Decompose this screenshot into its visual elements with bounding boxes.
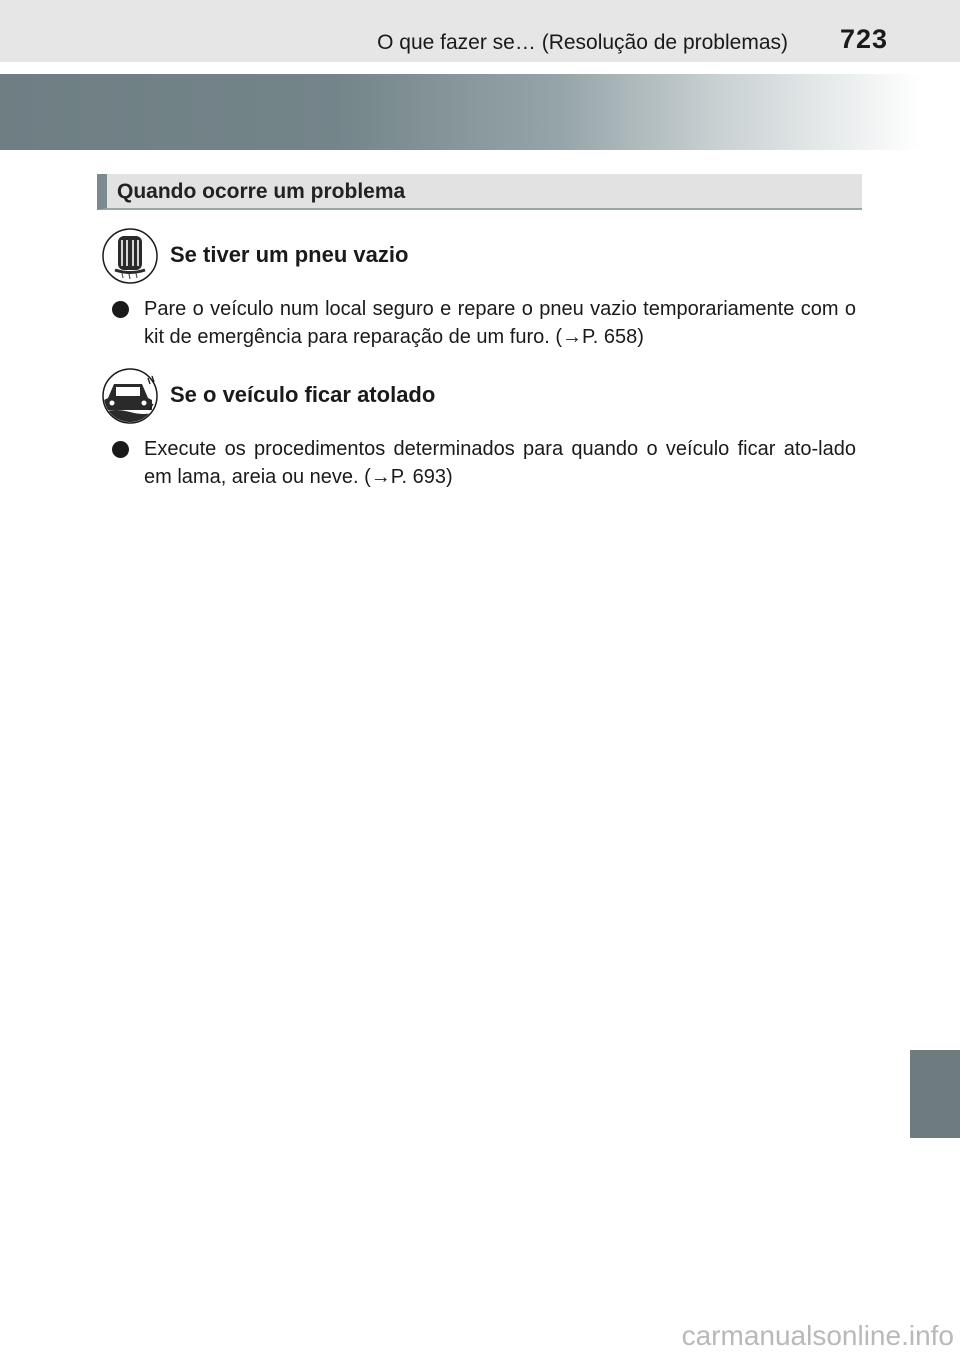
page-number: 723	[839, 24, 888, 54]
chapter-title: O que fazer se… (Resolução de problemas)	[377, 31, 788, 54]
chapter-side-tab	[910, 1050, 960, 1138]
section-heading-bar	[97, 174, 862, 210]
subsection-title-stuck-vehicle: Se o veículo ficar atolado	[170, 382, 436, 407]
subsection-title-flat-tire: Se tiver um pneu vazio	[170, 242, 409, 267]
bullet-text: Execute os procedimentos determinados para quando o veículo ficar ato-lado em lama, areia ou neve. (→P. 693)	[144, 438, 856, 488]
stuck-vehicle-icon	[102, 368, 158, 424]
bullet-dot	[112, 441, 129, 458]
watermark-text: carmanualsonline.info	[681, 1320, 954, 1351]
flat-tire-icon	[102, 228, 158, 284]
bullet-dot	[112, 301, 129, 318]
section-title: Quando ocorre um problema	[117, 180, 406, 203]
page-header	[0, 0, 960, 62]
bullet-text: Pare o veículo num local seguro e repare o pneu vazio temporariamente com o kit de emergência para reparação de um furo. (→P. 658)	[144, 298, 856, 348]
gradient-banner	[0, 74, 960, 150]
